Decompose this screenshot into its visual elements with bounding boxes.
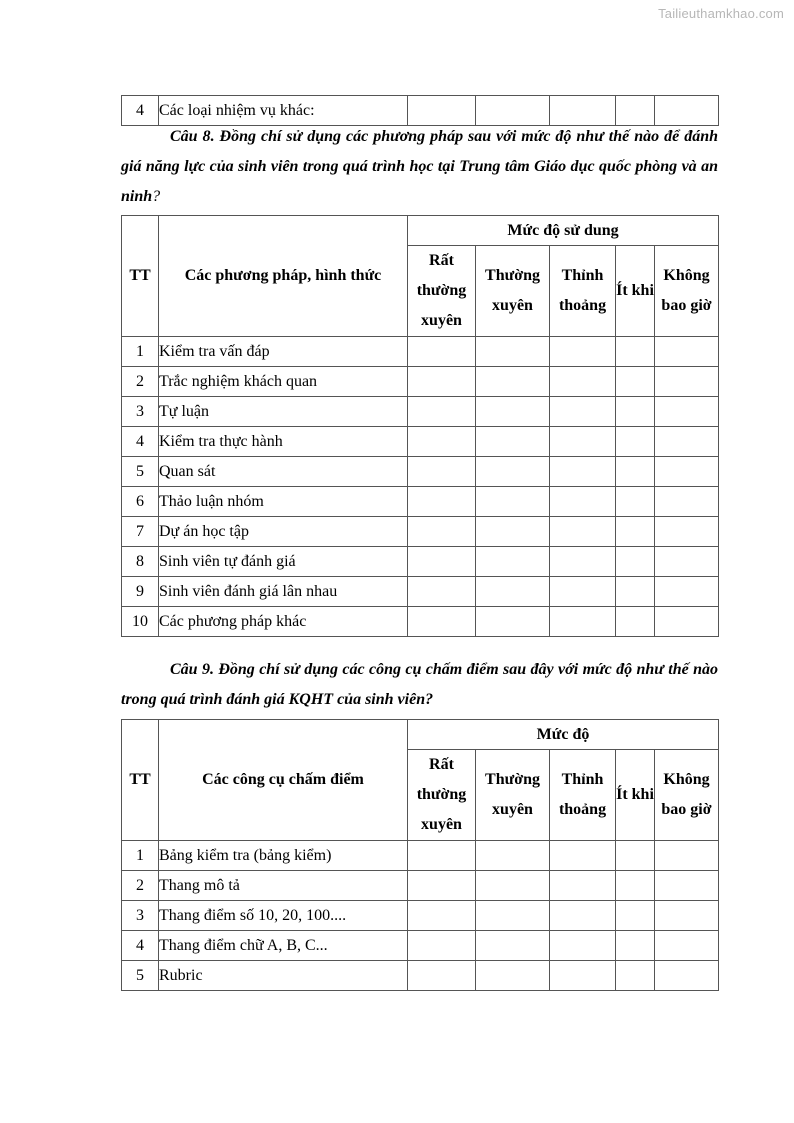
answer-cell[interactable]	[550, 961, 616, 991]
question-9	[121, 655, 718, 715]
answer-cell[interactable]	[655, 457, 719, 487]
answer-cell[interactable]	[616, 487, 655, 517]
row-number: 5	[122, 457, 159, 487]
answer-cell[interactable]	[476, 487, 550, 517]
row-label: Dự án học tập	[159, 517, 408, 547]
question-9-text: Câu 9. Đồng chí sử dụng các công cụ chấm điểm sau đây với mức độ như thế nào trong quá trình đánh giá KQHT của sinh viên?	[121, 661, 718, 708]
header-row	[122, 720, 719, 750]
row-label: Sinh viên tự đánh giá	[159, 547, 408, 577]
answer-cell[interactable]	[655, 931, 719, 961]
table-row	[122, 337, 719, 367]
row-number: 1	[122, 841, 159, 871]
row-number: 8	[122, 547, 159, 577]
answer-cell[interactable]	[476, 901, 550, 931]
row-label: Sinh viên đánh giá lân nhau	[159, 577, 408, 607]
answer-cell[interactable]	[550, 841, 616, 871]
answer-cell[interactable]	[616, 337, 655, 367]
answer-cell[interactable]	[616, 931, 655, 961]
question-8-end: ?	[152, 188, 161, 205]
row-number: 4	[122, 931, 159, 961]
row-number: 6	[122, 487, 159, 517]
answer-cell[interactable]	[476, 871, 550, 901]
answer-cell[interactable]	[476, 337, 550, 367]
question-8-label: Câu 8	[170, 128, 211, 145]
level-very-often-header: Rất thường xuyên	[408, 246, 476, 337]
answer-cell[interactable]	[655, 337, 719, 367]
level-often-header: Thường xuyên	[476, 750, 550, 841]
row-label: Bảng kiểm tra (bảng kiểm)	[159, 841, 408, 871]
answer-cell[interactable]	[616, 961, 655, 991]
answer-cell[interactable]	[550, 517, 616, 547]
row-number: 9	[122, 577, 159, 607]
table-row	[122, 841, 719, 871]
answer-cell[interactable]	[476, 427, 550, 457]
answer-cell[interactable]	[550, 397, 616, 427]
answer-cell[interactable]	[655, 517, 719, 547]
row-number: 4	[122, 427, 159, 457]
row-number: 3	[122, 901, 159, 931]
table-row	[122, 397, 719, 427]
answer-cell[interactable]	[550, 901, 616, 931]
row-number: 10	[122, 607, 159, 637]
table-row	[122, 457, 719, 487]
answer-cell[interactable]	[616, 517, 655, 547]
col-tt-header: TT	[122, 216, 159, 337]
answer-cell[interactable]	[550, 871, 616, 901]
answer-cell[interactable]	[476, 841, 550, 871]
answer-cell[interactable]	[408, 547, 476, 577]
col-method-header: Các phương pháp, hình thức	[159, 216, 408, 337]
answer-cell[interactable]	[616, 577, 655, 607]
answer-cell[interactable]	[476, 397, 550, 427]
answer-cell[interactable]	[655, 841, 719, 871]
answer-cell[interactable]	[476, 517, 550, 547]
answer-cell[interactable]	[550, 427, 616, 457]
table-row	[122, 607, 719, 637]
answer-cell[interactable]	[550, 367, 616, 397]
answer-cell[interactable]	[476, 96, 550, 126]
table-row	[122, 961, 719, 991]
table-row	[122, 96, 719, 126]
table-row	[122, 487, 719, 517]
row-number: 3	[122, 397, 159, 427]
row-number: 4	[122, 96, 159, 126]
answer-cell[interactable]	[655, 547, 719, 577]
frequency-group-header: Mức độ	[408, 720, 719, 750]
tools-table	[121, 719, 719, 991]
table-row	[122, 547, 719, 577]
row-label: Trắc nghiệm khách quan	[159, 367, 408, 397]
answer-cell[interactable]	[616, 457, 655, 487]
row-number: 1	[122, 337, 159, 367]
answer-cell[interactable]	[476, 931, 550, 961]
answer-cell[interactable]	[616, 547, 655, 577]
row-label: Quan sát	[159, 457, 408, 487]
answer-cell[interactable]	[616, 367, 655, 397]
answer-cell[interactable]	[408, 487, 476, 517]
answer-cell[interactable]	[550, 607, 616, 637]
level-never-header: Không bao giờ	[655, 750, 719, 841]
answer-cell[interactable]	[550, 457, 616, 487]
level-often-header: Thường xuyên	[476, 246, 550, 337]
answer-cell[interactable]	[408, 607, 476, 637]
level-sometimes-header: Thỉnh thoảng	[550, 246, 616, 337]
level-rarely-header: Ít khi	[616, 246, 655, 337]
level-never-header: Không bao giờ	[655, 246, 719, 337]
question-8-text: . Đồng chí sử dụng các phương pháp sau với mức độ như thế nào để đánh giá năng lực của sinh viên trong quá trình học tại Trung tâm Giáo dục quốc phòng và an ninh	[121, 128, 718, 205]
level-sometimes-header: Thỉnh thoảng	[550, 750, 616, 841]
answer-cell[interactable]	[616, 96, 655, 126]
answer-cell[interactable]	[476, 607, 550, 637]
table-row	[122, 577, 719, 607]
answer-cell[interactable]	[655, 871, 719, 901]
answer-cell[interactable]	[655, 961, 719, 991]
row-label: Thảo luận nhóm	[159, 487, 408, 517]
col-tool-header: Các công cụ chấm điểm	[159, 720, 408, 841]
answer-cell[interactable]	[550, 96, 616, 126]
row-number: 5	[122, 961, 159, 991]
answer-cell[interactable]	[408, 931, 476, 961]
row-label: Thang điểm số 10, 20, 100....	[159, 901, 408, 931]
methods-table	[121, 215, 719, 637]
answer-cell[interactable]	[616, 901, 655, 931]
answer-cell[interactable]	[476, 457, 550, 487]
row-label: Kiểm tra vấn đáp	[159, 337, 408, 367]
answer-cell[interactable]	[655, 397, 719, 427]
answer-cell[interactable]	[408, 577, 476, 607]
answer-cell[interactable]	[476, 367, 550, 397]
answer-cell[interactable]	[655, 427, 719, 457]
answer-cell[interactable]	[550, 487, 616, 517]
row-number: 2	[122, 367, 159, 397]
question-8	[121, 122, 718, 212]
table-row	[122, 901, 719, 931]
answer-cell[interactable]	[655, 577, 719, 607]
answer-cell[interactable]	[408, 337, 476, 367]
row-label: Tự luận	[159, 397, 408, 427]
row-label: Thang điểm chữ A, B, C...	[159, 931, 408, 961]
answer-cell[interactable]	[655, 367, 719, 397]
row-label: Các loại nhiệm vụ khác:	[159, 96, 408, 126]
answer-cell[interactable]	[550, 337, 616, 367]
table-row	[122, 367, 719, 397]
watermark: Tailieuthamkhao.com	[658, 6, 784, 21]
answer-cell[interactable]	[655, 96, 719, 126]
answer-cell[interactable]	[476, 961, 550, 991]
answer-cell[interactable]	[655, 901, 719, 931]
header-row	[122, 216, 719, 246]
table-row	[122, 427, 719, 457]
table-row	[122, 931, 719, 961]
answer-cell[interactable]	[616, 607, 655, 637]
answer-cell[interactable]	[655, 607, 719, 637]
row-label: Thang mô tả	[159, 871, 408, 901]
answer-cell[interactable]	[408, 517, 476, 547]
answer-cell[interactable]	[616, 871, 655, 901]
answer-cell[interactable]	[408, 367, 476, 397]
answer-cell[interactable]	[550, 931, 616, 961]
row-number: 7	[122, 517, 159, 547]
answer-cell[interactable]	[616, 397, 655, 427]
answer-cell[interactable]	[408, 901, 476, 931]
answer-cell[interactable]	[408, 457, 476, 487]
answer-cell[interactable]	[550, 577, 616, 607]
answer-cell[interactable]	[408, 961, 476, 991]
answer-cell[interactable]	[616, 427, 655, 457]
answer-cell[interactable]	[408, 871, 476, 901]
level-very-often-header: Rất thường xuyên	[408, 750, 476, 841]
answer-cell[interactable]	[616, 841, 655, 871]
frequency-group-header: Mức độ sử dung	[408, 216, 719, 246]
table-row	[122, 517, 719, 547]
answer-cell[interactable]	[655, 487, 719, 517]
level-rarely-header: Ít khi	[616, 750, 655, 841]
row-label: Kiểm tra thực hành	[159, 427, 408, 457]
row-number: 2	[122, 871, 159, 901]
answer-cell[interactable]	[476, 547, 550, 577]
row-label: Các phương pháp khác	[159, 607, 408, 637]
row-label: Rubric	[159, 961, 408, 991]
table-row	[122, 871, 719, 901]
answer-cell[interactable]	[408, 397, 476, 427]
answer-cell[interactable]	[408, 427, 476, 457]
answer-cell[interactable]	[476, 577, 550, 607]
answer-cell[interactable]	[550, 547, 616, 577]
answer-cell[interactable]	[408, 96, 476, 126]
col-tt-header: TT	[122, 720, 159, 841]
answer-cell[interactable]	[408, 841, 476, 871]
